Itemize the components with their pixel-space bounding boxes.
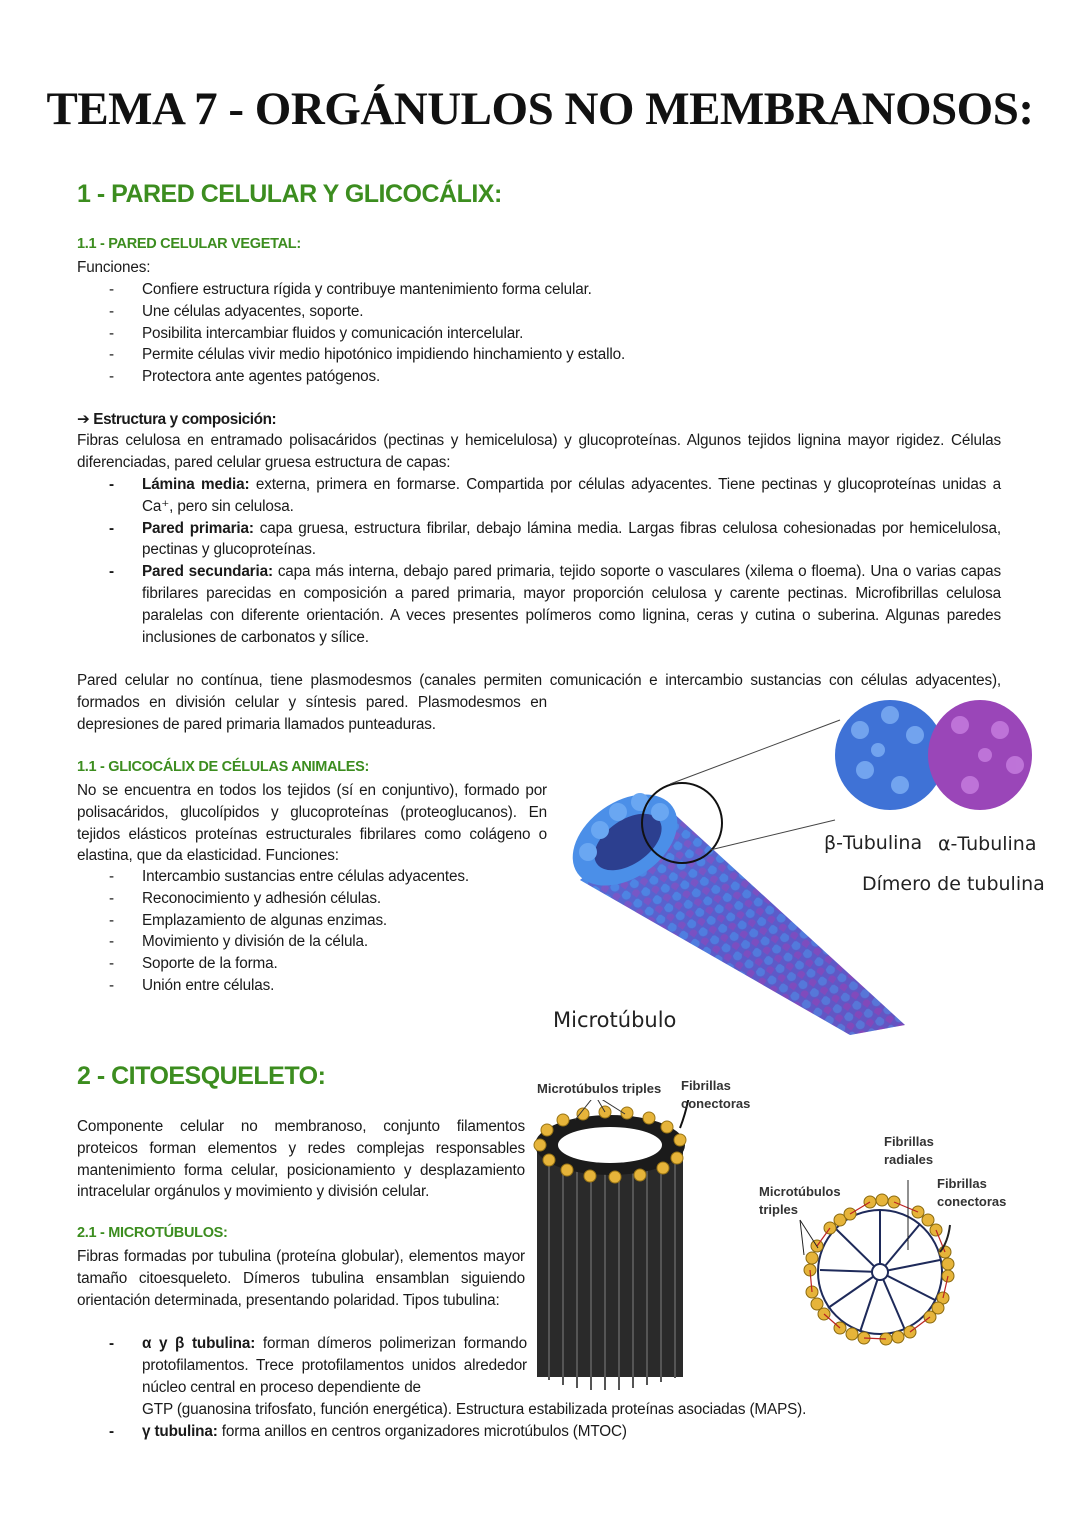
tubulina-item-1-cont: GTP (guanosina trifosfato, función energética). Estructura estabilizada proteínas asociadas (MAPS). [142,1401,807,1418]
microtubule-figure [560,690,1060,1040]
plasmodesmos-line-1: Pared celular no contínua, tiene plasmodesmos (canales permiten comunicación e intercambio sustancias con células adyacentes), [77,672,1001,689]
pared-funciones-list [77,279,1007,388]
page-title: TEMA 7 - ORGÁNULOS NO MEMBRANOSOS: [46,83,1034,135]
list-item: - Emplazamiento de algunas enzimas. [109,911,388,929]
subsection-pared-celular-heading: 1.1 - PARED CELULAR VEGETAL: [77,236,301,252]
label-fibrillas-conectoras-1: Fibrillas conectoras [681,1078,751,1111]
list-item: - Confiere estructura rígida y contribuye mantenimiento forma celular. [109,281,592,298]
plasmodesmos-line-2: formados en división celular y síntesis pared. Plasmodesmos en [77,694,547,711]
glicocalix-text: No se encuentra en todos los tejidos (sí en conjuntivo), formado por polisacáridos, glucolípidos y glucoproteínas (proteoglucanos). En tejidos elásticos proteínas estructurales fibrilares como colágeno o elastina, que da elasticidad. Funciones: [77,782,547,865]
zoom-line-bottom [710,820,835,850]
section-1-heading: 1 - PARED CELULAR Y GLICOCÁLIX: [77,180,502,208]
estructura-text: Fibras celulosa en entramado polisacáridos (pectinas y hemicelulosa) y glucoproteínas. Algunos tejidos lignina mayor rigidez. Células diferenciadas, pared celular gruesa estructura de capas: [77,432,1001,471]
tubulin-dimer-image [835,700,1032,810]
subsection-microtubulos-heading: 2.1 - MICROTÚBULOS: [77,1225,228,1241]
list-item: - Permite células vivir medio hipotónico impidiendo hinchamiento y estallo. [109,346,626,364]
tubulina-item-1: - α y β tubulina: forman dímeros polimerizan formando protofilamentos. Trece protofilamentos unidos alrededor núcleo central en proceso dependiente de [109,1335,527,1396]
list-item: - Soporte de la forma. [109,955,278,973]
centriole-cylinder-figure [525,1100,725,1390]
tubulina-item-2: - γ tubulina: forma anillos en centros organizadores microtúbulos (MTOC) [109,1423,627,1440]
zoom-line-top [670,720,840,784]
microtubulos-text: Fibras formadas por tubulina (proteína globular), elementos mayor tamaño citoesqueleto. Dímeros tubulina ensamblan siguiendo orientación determinada, presentando polaridad. Tipos tubulina: [77,1248,525,1309]
label-microtubulos-triples-2: Microtúbulos triples [759,1184,841,1217]
centriole-body [534,1106,686,1390]
list-item: - Movimiento y división de la célula. [109,933,369,951]
plasmodesmos-line-3: depresiones de pared primaria llamados punteaduras. [77,716,436,733]
subsection-glicocalix-heading: 1.1 - GLICOCÁLIX DE CÉLULAS ANIMALES: [77,759,370,775]
dimer-label: Dímero de tubulina [862,873,1045,895]
list-item: - Lámina media: externa, primera en formarse. Compartida por células adyacentes. Tiene pectinas y glucoproteínas unidas a Ca⁺, pero sin celulosa. [109,476,1001,515]
list-item: - Pared secundaria: capa más interna, debajo pared primaria, tejido soporte o vasculares (xilema o floema). Una o varias capas fibrilares parecidas en composición a pared primaria, mayor proporción celulosa y carente pectinas. Microfibrillas celulosa paralelas con diferente orientación. A veces presentes polímeros como lignina, ceras y cutina o suberina. Algunas paredes inclusiones de carbonatos y sílice. [109,563,1001,646]
label-fibrillas-radiales: Fibrillas radiales [884,1134,934,1167]
beta-tubulin-label: β-Tubulina [824,832,923,854]
citoesqueleto-text: Componente celular no membranoso, conjunto filamentos proteicos forman elementos y redes complejas responsables mantenimiento forma celular, posicionamiento y desplazamiento intracelular orgánulos y movimiento y división celular. [77,1118,525,1201]
list-item: - Unión entre células. [109,976,275,994]
microtubule-label: Microtúbulo [553,1008,677,1032]
list-item: - Protectora ante agentes patógenos. [109,368,381,386]
list-item: - Intercambio sustancias entre células adyacentes. [109,868,469,885]
microtubule-shape [560,776,905,1035]
alpha-tubulin-label: α-Tubulina [938,833,1037,855]
list-item: - Reconocimiento y adhesión células. [109,889,381,907]
list-item: - Pared primaria: capa gruesa, estructura fibrilar, debajo lámina media. Largas fibras celulosa cohesionadas por hemicelulosa, pectinas y glucoproteínas. [109,519,1001,559]
estructura-heading: ➔ Estructura y composición: [77,411,277,428]
section-2-heading: 2 - CITOESQUELETO: [77,1062,326,1090]
capas-list [77,474,1001,648]
glicocalix-funciones-list [77,866,557,997]
list-item: - Une células adyacentes, soporte. [109,302,364,320]
label-fibrillas-conectoras-2: Fibrillas conectoras [937,1176,1007,1209]
list-item: - Posibilita intercambiar fluidos y comunicación intercelular. [109,324,524,342]
funciones-intro: Funciones: [77,259,151,276]
label-microtubulos-triples: Microtúbulos triples [537,1081,662,1096]
